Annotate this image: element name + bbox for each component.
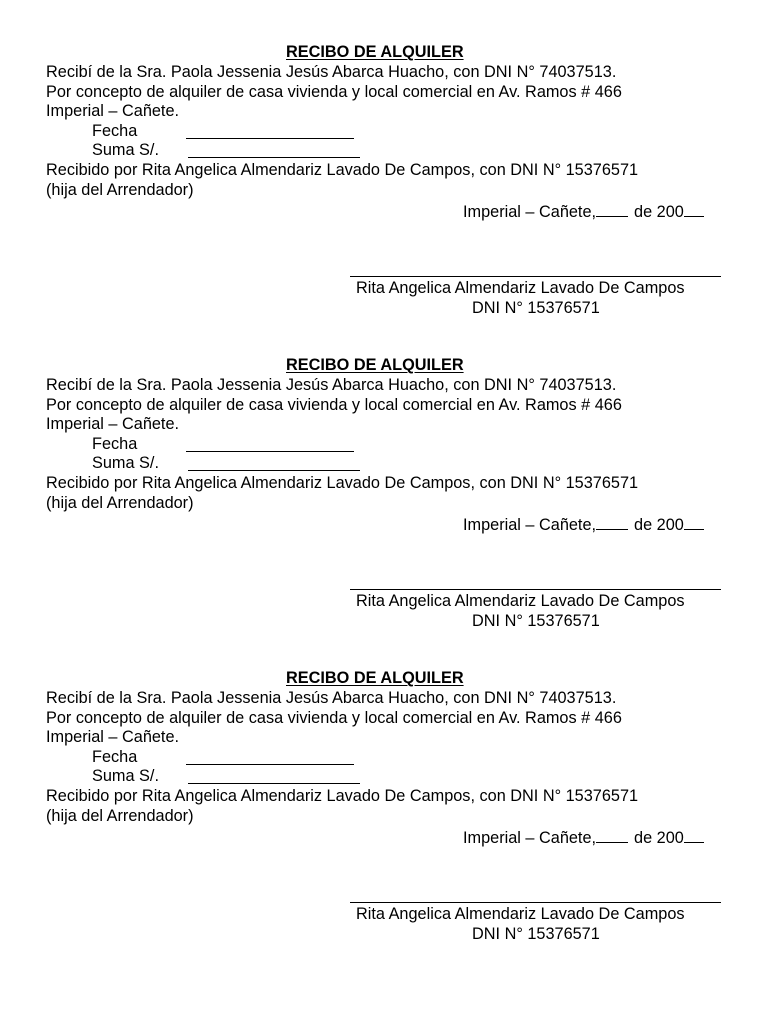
received-by-line: Recibido por Rita Angelica Almendariz Lavado De Campos, con DNI N° 15376571 bbox=[46, 787, 639, 805]
signature-line[interactable] bbox=[350, 276, 721, 277]
day-blank-field[interactable] bbox=[596, 201, 628, 217]
day-blank-field[interactable] bbox=[596, 827, 628, 843]
suma-label: Suma S/. bbox=[92, 767, 159, 785]
suma-label: Suma S/. bbox=[92, 141, 159, 159]
receipt-2 bbox=[0, 313, 768, 630]
concept-line: Por concepto de alquiler de casa vivienda y local comercial en Av. Ramos # 466 bbox=[46, 396, 622, 414]
location-line: Imperial – Cañete. bbox=[46, 102, 180, 120]
date-de: de 200 bbox=[634, 829, 684, 847]
received-from-line: Recibí de la Sra. Paola Jessenia Jesús Abarca Huacho, con DNI N° 74037513. bbox=[46, 689, 617, 707]
date-line bbox=[463, 514, 704, 535]
fecha-blank-field[interactable] bbox=[186, 764, 354, 765]
date-place: Imperial – Cañete, bbox=[463, 203, 597, 221]
suma-label: Suma S/. bbox=[92, 454, 159, 472]
relation-line: (hija del Arrendador) bbox=[46, 807, 194, 825]
day-blank-field[interactable] bbox=[596, 514, 628, 530]
date-line bbox=[463, 827, 704, 848]
concept-line: Por concepto de alquiler de casa vivienda y local comercial en Av. Ramos # 466 bbox=[46, 83, 622, 101]
location-line: Imperial – Cañete. bbox=[46, 728, 180, 746]
receipt-title: RECIBO DE ALQUILER bbox=[286, 43, 464, 61]
signer-name: Rita Angelica Almendariz Lavado De Campos bbox=[356, 905, 685, 923]
date-de: de 200 bbox=[634, 516, 684, 534]
suma-blank-field[interactable] bbox=[188, 783, 360, 784]
fecha-label: Fecha bbox=[92, 122, 138, 140]
year-blank-field[interactable] bbox=[684, 201, 704, 217]
suma-blank-field[interactable] bbox=[188, 470, 360, 471]
location-line: Imperial – Cañete. bbox=[46, 415, 180, 433]
date-place: Imperial – Cañete, bbox=[463, 516, 597, 534]
fecha-blank-field[interactable] bbox=[186, 451, 354, 452]
receipt-3 bbox=[0, 626, 768, 943]
relation-line: (hija del Arrendador) bbox=[46, 494, 194, 512]
concept-line: Por concepto de alquiler de casa vivienda y local comercial en Av. Ramos # 466 bbox=[46, 709, 622, 727]
receipt-title: RECIBO DE ALQUILER bbox=[286, 669, 464, 687]
received-from-line: Recibí de la Sra. Paola Jessenia Jesús Abarca Huacho, con DNI N° 74037513. bbox=[46, 376, 617, 394]
year-blank-field[interactable] bbox=[684, 514, 704, 530]
signature-line[interactable] bbox=[350, 902, 721, 903]
received-by-line: Recibido por Rita Angelica Almendariz Lavado De Campos, con DNI N° 15376571 bbox=[46, 474, 639, 492]
date-line bbox=[463, 201, 704, 222]
receipt-title: RECIBO DE ALQUILER bbox=[286, 356, 464, 374]
fecha-label: Fecha bbox=[92, 748, 138, 766]
fecha-blank-field[interactable] bbox=[186, 138, 354, 139]
signer-dni: DNI N° 15376571 bbox=[472, 925, 600, 943]
suma-blank-field[interactable] bbox=[188, 157, 360, 158]
signer-dni: DNI N° 15376571 bbox=[472, 299, 600, 317]
signer-name: Rita Angelica Almendariz Lavado De Campos bbox=[356, 279, 685, 297]
date-de: de 200 bbox=[634, 203, 684, 221]
signer-name: Rita Angelica Almendariz Lavado De Campos bbox=[356, 592, 685, 610]
date-place: Imperial – Cañete, bbox=[463, 829, 597, 847]
year-blank-field[interactable] bbox=[684, 827, 704, 843]
signature-line[interactable] bbox=[350, 589, 721, 590]
receipt-1 bbox=[0, 0, 768, 317]
signer-dni: DNI N° 15376571 bbox=[472, 612, 600, 630]
received-by-line: Recibido por Rita Angelica Almendariz Lavado De Campos, con DNI N° 15376571 bbox=[46, 161, 639, 179]
relation-line: (hija del Arrendador) bbox=[46, 181, 194, 199]
received-from-line: Recibí de la Sra. Paola Jessenia Jesús Abarca Huacho, con DNI N° 74037513. bbox=[46, 63, 617, 81]
fecha-label: Fecha bbox=[92, 435, 138, 453]
